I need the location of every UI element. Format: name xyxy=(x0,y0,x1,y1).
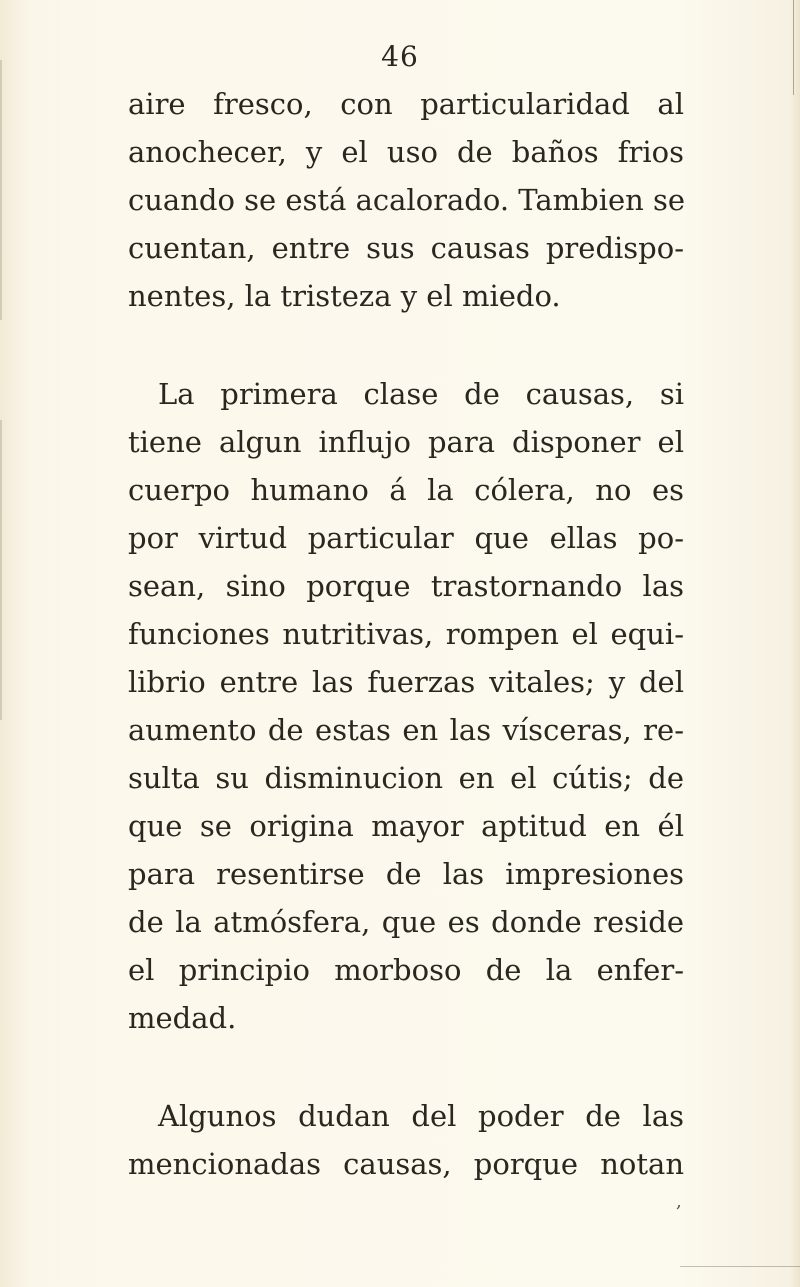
text-line: de la atmósfera, que es donde reside xyxy=(128,905,684,939)
text-line: Algunos dudan del poder de las xyxy=(158,1099,684,1133)
page-number: 46 xyxy=(381,40,419,73)
text-line: cuentan, entre sus causas predispo- xyxy=(128,231,684,265)
text-line: medad. xyxy=(128,1001,237,1035)
text-line: anochecer, y el uso de baños frios xyxy=(128,135,684,169)
text-line: por virtud particular que ellas po- xyxy=(128,521,684,555)
text-line: aire fresco, con particularidad al xyxy=(128,87,684,121)
binding-shadow xyxy=(0,420,12,720)
paragraph-1 xyxy=(128,80,684,320)
binding-shadow xyxy=(0,60,12,320)
text-line: sulta su disminucion en el cútis; de xyxy=(128,761,684,795)
text-line: funciones nutritivas, rompen el equi- xyxy=(128,617,684,651)
paragraph-spacer xyxy=(128,1042,684,1092)
text-line: nentes, la tristeza y el miedo. xyxy=(128,279,561,313)
text-line: librio entre las fuerzas vitales; y del xyxy=(128,665,684,699)
text-line: cuerpo humano á la cólera, no es xyxy=(128,473,684,507)
text-line: para resentirse de las impresiones xyxy=(128,857,684,891)
text-line: tiene algun influjo para disponer el xyxy=(128,425,684,459)
body-text xyxy=(128,80,684,1188)
text-line: el principio morboso de la enfer- xyxy=(128,953,684,987)
paragraph-spacer xyxy=(128,320,684,370)
text-line: mencionadas causas, porque notan xyxy=(128,1147,684,1181)
text-line: cuando se está acalorado. Tambien se xyxy=(128,183,686,217)
page-edge xyxy=(680,1266,800,1267)
paragraph-3 xyxy=(128,1092,684,1188)
text-line: La primera clase de causas, si xyxy=(158,377,684,411)
text-line: sean, sino porque trastornando las xyxy=(128,569,684,603)
text-line: que se origina mayor aptitud en él xyxy=(128,809,684,843)
ink-speck: , xyxy=(676,1191,682,1212)
paragraph-2 xyxy=(128,370,684,1042)
text-line: aumento de estas en las vísceras, re- xyxy=(128,713,684,747)
